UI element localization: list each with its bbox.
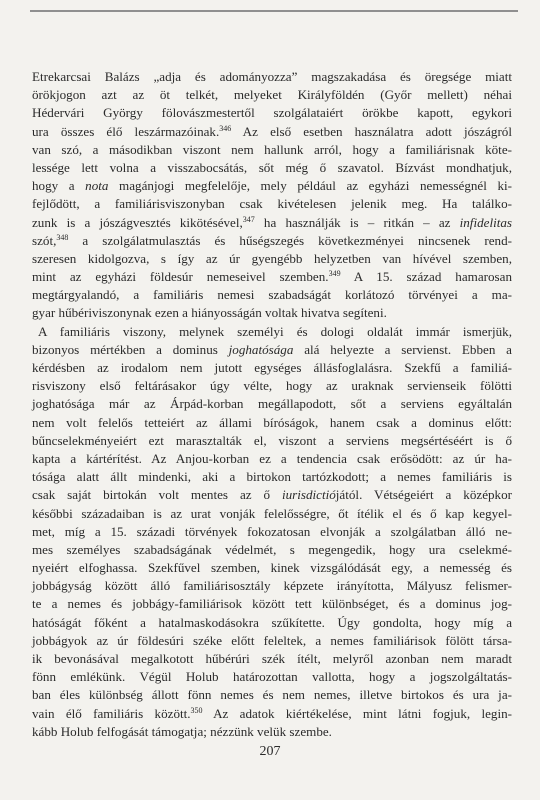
text-line [32, 177, 512, 195]
text-line [32, 668, 512, 686]
text-line [32, 468, 512, 486]
text-run: örökjogon azt az öt telkét, melyeket Királyföldén (Győr mellett) néhai [32, 87, 512, 103]
text-run: kérdésben az irodalom nem jutott egységes állásfoglalásra. Szekfű a familiá- [32, 360, 512, 375]
text-run: kapta a kártérítést. Az Anjou-korban ez a tendencia csak erősödött: az úr ha- [32, 450, 512, 466]
text-run: joghatósága [228, 341, 294, 357]
text-run: csak saját birtokán volt mentes az ő [32, 487, 282, 503]
text-run: joghatósága már az Árpád-korban megállapodott, sőt a serviens egyáltalán [32, 396, 512, 412]
text-run: kább Holub felfogását támogatja; nézzünk velük szembe. [32, 723, 332, 739]
text-run: a szolgálatmulasztás és hűségszegés következményei nincsenek rend- [68, 232, 512, 248]
text-run: ha használják is – ritkán – az [254, 214, 460, 230]
text-run: fejlődött, a familiárisviszonyban csak kivételesen jelenik meg. Ha találko- [32, 196, 512, 212]
text-line [32, 323, 512, 341]
text-line [32, 559, 512, 577]
text-run: ik bevonásával megalkotott hűbérúri szék ítélt, melyről azonban nem maradt [32, 651, 512, 666]
text-run: hogy a [32, 178, 86, 194]
text-line [32, 577, 512, 595]
text-run: lessége lett volna a visszabocsátás, sőt még ő szavatol. Bízvást mondhatjuk, [32, 159, 512, 175]
text-run: megtárgyalandó, a familiáris nemesi szabadságát korlátozó törvényei a ma- [32, 287, 512, 303]
text-run: Az adatok kiértékelése, mint látni fogjuk, legin- [202, 705, 512, 721]
footnote-ref: 350 [190, 705, 203, 715]
footnote-ref: 349 [328, 269, 341, 279]
footnote-ref: 346 [219, 123, 232, 133]
text-run: infidelitas [459, 214, 512, 230]
text-line [32, 486, 512, 504]
text-run: met, míg a 15. századi törvények fokozatosan elvonják a szolgálatban álló ne- [32, 523, 512, 539]
text-line [32, 214, 512, 232]
footnote-ref: 347 [242, 214, 255, 224]
text-run: jobbágyság között álló familiárisosztály képzete irányította, Mályusz felismer- [32, 578, 512, 594]
text-line [32, 723, 512, 741]
text-line [32, 104, 512, 122]
page-number: 207 [259, 744, 281, 759]
text-run: magánjogi megfelelője, mely például az egyházi nemességnél ki- [108, 178, 512, 194]
text-line [32, 614, 512, 632]
text-run: gyar hűbériviszonynak ezen a hiányosságán voltak hivatva segíteni. [32, 305, 387, 321]
text-line [32, 359, 512, 377]
text-run: vain élő familiáris között. [32, 705, 191, 721]
text-run: szót, [32, 232, 57, 248]
text-line [32, 686, 512, 704]
text-line [32, 432, 512, 450]
text-run: iurisdictió [281, 487, 336, 503]
text-run: fönn emlékünk. Végül Holub határozottan vallotta, hogy a jogszolgáltatás- [32, 669, 512, 685]
text-line [32, 159, 512, 177]
text-run: nyeiért elfoghassa. Szekfűvel szemben, kinek vizsgálódását egy, a nemesség és [32, 560, 512, 576]
text-line [32, 395, 512, 413]
text-line [32, 705, 512, 723]
text-line [32, 268, 512, 286]
text-line [32, 304, 512, 322]
text-line [32, 414, 512, 432]
text-run: van szó, a másodikban viszont nem hallunk arról, hogy a familiárisnak köte- [32, 141, 512, 157]
text-run: zunk is a jószágvesztés kikötésével, [32, 214, 243, 230]
text-run: mint az egyházi földesúr nemeseivel szemben. [32, 269, 329, 285]
text-line [32, 123, 512, 141]
text-run: Etrekarcsai Balázs „adja és adományozza” magszakadása és öregsége miatt [32, 69, 512, 84]
text-line [32, 141, 512, 159]
text-line [32, 541, 512, 559]
text-run: jobbágyok az úr földesúri széke előtt feleltek, a nemes familiárisok fölött társa- [32, 632, 512, 648]
text-line [32, 377, 512, 395]
text-line [32, 450, 512, 468]
text-run: szeresen kidolgozva, s így az úr gyengébb helyzetben van hívével szemben, [32, 250, 512, 266]
text-line [32, 195, 512, 213]
text-run: A familiáris viszony, melynek személyi és dologi oldalát immár ismerjük, [38, 323, 512, 339]
text-run: alá helyezte a servienst. Ebben a [293, 341, 512, 357]
text-run: te a nemes és jobbágy-familiárisok között tett különbséget, és a dominus jog- [32, 596, 512, 612]
text-line [32, 505, 512, 523]
text-line [32, 632, 512, 650]
text-line [32, 341, 512, 359]
text-line [32, 595, 512, 613]
text-run: nem volt felelős tetteiért az állami bíróságok, hanem csak a dominus előtt: [32, 414, 512, 430]
footnote-ref: 348 [56, 232, 69, 242]
text-run: A 15. század hamarosan [340, 269, 512, 285]
text-run: Az első esetben használatra adott jószágról [231, 123, 512, 139]
text-run: Hédervári György fölovászmestertől szolgálataiért örökbe kapott, egykori [32, 105, 512, 121]
text-line [32, 250, 512, 268]
text-run: risviszony első feltárásakor úgy vélte, hogy az uraknak servienseik fölötti [32, 378, 512, 394]
text-run: hatóságát főként a hatalmaskodásokra szűkítette. Úgy gondolta, hogy míg a [32, 614, 512, 630]
text-line [32, 86, 512, 104]
text-run: ura összes élő leszármazóinak. [32, 123, 220, 139]
text-line [32, 650, 512, 668]
text-run: ban éles különbség állott fönn nemes és nem nemes, illetve birtokos és ura ja- [32, 687, 512, 703]
text-run: bűncselekményeiért ezt marasztalták el, viszont a serviens megsértéséért is ő [32, 432, 512, 448]
text-run: nota [85, 178, 109, 194]
text-line [32, 286, 512, 304]
text-run: későbbi századaiban is az urat vonják felelősségre, őt ítélik el és ő kap kegyel- [32, 505, 512, 521]
text-line [32, 232, 512, 250]
text-run: tósága alatt állt mindenki, aki a birtokon tartózkodott; a nemes familiáris is [32, 469, 512, 485]
text-run: mes személyes szabadságának védelmét, s megengedik, hogy ura cselekmé- [32, 541, 512, 557]
text-line [32, 523, 512, 541]
top-divider [30, 10, 518, 12]
text-run: bizonyos mértékben a dominus [32, 341, 229, 357]
text-run: jától. Vétségeiért a középkor [335, 487, 513, 503]
text-line [32, 68, 512, 86]
body-text [32, 68, 512, 741]
